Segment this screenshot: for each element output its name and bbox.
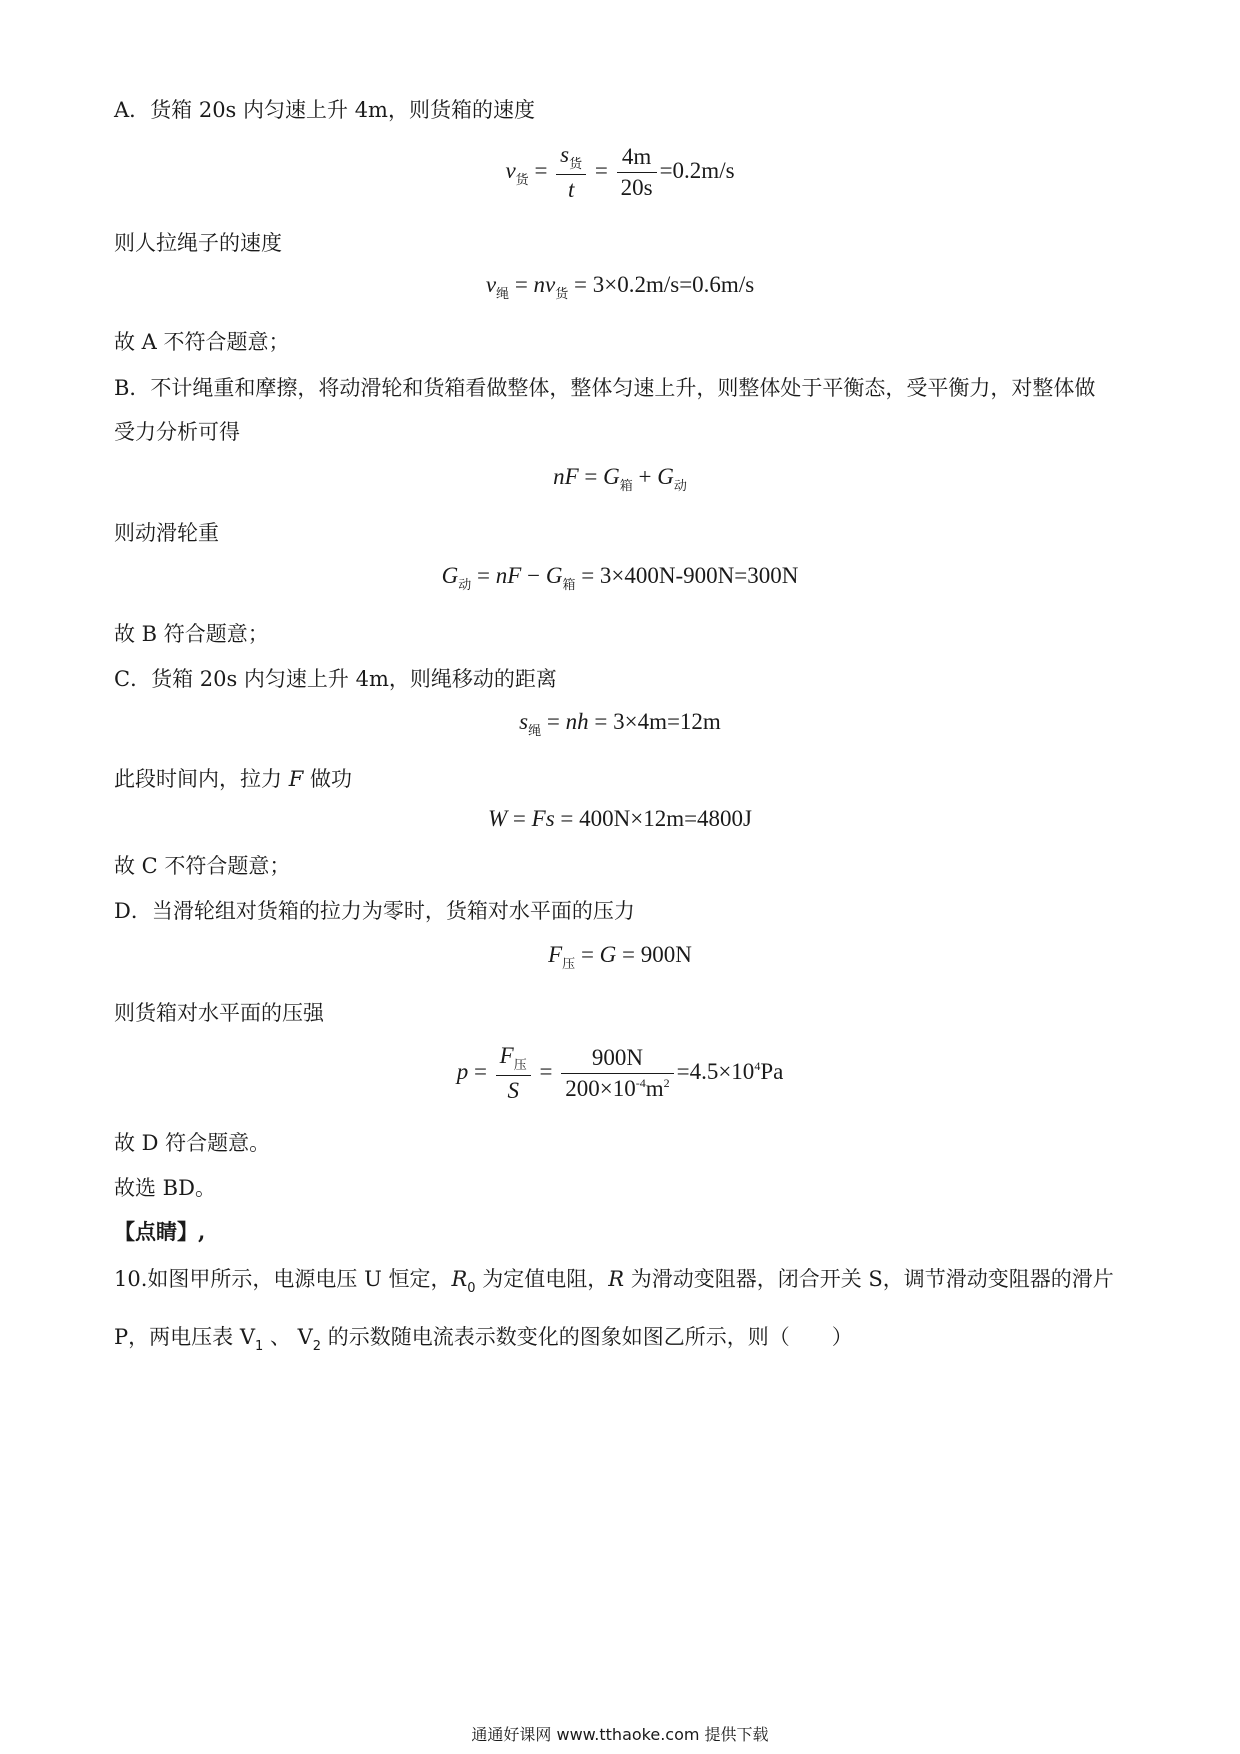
eq-result: Pa: [760, 1058, 784, 1084]
eq-sub: 货: [555, 287, 569, 302]
eq-op: =: [575, 942, 600, 967]
eq-result: = 3×400N-900N=300N: [575, 563, 799, 588]
final-answer: 故选 BD。: [114, 1176, 216, 1200]
text: 200×10: [565, 1076, 636, 1101]
eq-op: =: [468, 1058, 493, 1084]
commentary-heading: 【点睛】,: [114, 1219, 206, 1244]
text: 为滑动变阻器，闭合开关 S，调节滑动变阻器的滑片: [624, 1267, 1114, 1291]
equation-pressure-force: [0, 942, 1240, 972]
option-a-conclusion: 故 A 不符合题意；: [114, 330, 290, 354]
eq-var: R: [451, 1267, 468, 1291]
eq-var: S: [496, 1075, 531, 1104]
text: 的示数随电流表示数变化的图象如图乙所示，则（ ）: [321, 1325, 853, 1349]
equation-pulley-weight: [0, 563, 1240, 593]
eq-var: v: [505, 157, 516, 183]
eq-sub: 压: [562, 957, 576, 972]
eq-var: nF: [553, 464, 579, 489]
fraction-denominator: [561, 1073, 673, 1102]
eq-var: V: [297, 1325, 313, 1349]
page-footer: 通通好课网 www.tthaoke.com 提供下载: [471, 1725, 769, 1744]
eq-var: W: [487, 806, 508, 831]
eq-sup: 2: [663, 1076, 670, 1090]
eq-var: R: [608, 1267, 625, 1291]
eq-var: G: [603, 464, 620, 489]
text: m: [645, 1076, 664, 1101]
eq-var: G: [545, 563, 563, 588]
text: 10.如图甲所示，电源电压 U 恒定，: [114, 1267, 452, 1291]
equation-force-balance: [0, 464, 1240, 494]
option-d-intro: D．当滑轮组对货箱的拉力为零时，货箱对水平面的压力: [114, 899, 635, 923]
equation-cargo-speed: [0, 142, 1240, 203]
fraction-numerator: 900N: [591, 1045, 643, 1070]
fraction: [556, 142, 586, 203]
eq-sub: 箱: [562, 578, 576, 593]
eq-op: =: [589, 157, 614, 183]
option-c-work-text: [114, 763, 352, 793]
equation-rope-speed: [0, 272, 1240, 302]
option-d-conclusion: 故 D 符合题意。: [114, 1131, 271, 1155]
text: 为定值电阻，: [475, 1267, 609, 1291]
fraction-numerator: 4m: [621, 144, 652, 169]
eq-op: =: [471, 563, 496, 588]
eq-result: = 400N×12m=4800J: [554, 806, 753, 831]
eq-op: =: [541, 709, 566, 734]
eq-sup: 4: [754, 1058, 761, 1073]
eq-op: =: [509, 272, 534, 297]
eq-var: F: [288, 767, 304, 791]
eq-op: =: [533, 1058, 559, 1084]
option-c-intro: C．货箱 20s 内匀速上升 4m，则绳移动的距离: [114, 667, 557, 691]
eq-var: F: [499, 1043, 514, 1068]
eq-op: =: [507, 806, 532, 831]
question-10-line1: [114, 1263, 1114, 1296]
eq-var: G: [599, 942, 617, 967]
eq-op: =: [578, 464, 604, 489]
eq-var: Fs: [531, 806, 555, 831]
eq-op: −: [521, 563, 546, 588]
eq-sub: 2: [312, 1339, 322, 1354]
text: P，两电压表: [114, 1325, 240, 1349]
eq-var: v: [485, 272, 497, 297]
question-10-line2: [114, 1321, 853, 1354]
equation-rope-distance: [0, 709, 1240, 739]
option-b-intro-line1: B．不计绳重和摩擦，将动滑轮和货箱看做整体，整体匀速上升，则整体处于平衡态，受平衡力，对整体做: [114, 376, 1096, 400]
eq-var: nF: [495, 563, 522, 588]
eq-var: t: [556, 174, 586, 203]
equation-work: [0, 806, 1240, 832]
eq-sub: 0: [467, 1281, 476, 1296]
eq-var: G: [441, 563, 459, 588]
eq-var: nh: [565, 709, 589, 734]
text: 、: [263, 1325, 298, 1349]
fraction: [496, 1043, 531, 1104]
option-c-conclusion: 故 C 不符合题意；: [114, 854, 291, 878]
eq-sub: 压: [513, 1058, 527, 1073]
eq-sub: 绳: [496, 287, 510, 302]
eq-var: s: [560, 142, 570, 167]
text: 此段时间内，拉力: [114, 767, 289, 791]
eq-var: s: [519, 709, 529, 734]
eq-var: F: [548, 942, 563, 967]
eq-result: = 3×4m=12m: [588, 709, 721, 734]
eq-var: V: [239, 1325, 255, 1349]
eq-result: =4.5×10: [676, 1058, 755, 1084]
equation-pressure: [0, 1043, 1240, 1104]
option-b-pulley-weight-text: 则动滑轮重: [114, 521, 219, 545]
option-b-intro-line2: 受力分析可得: [114, 420, 240, 444]
eq-sub: 绳: [528, 724, 542, 739]
eq-sub: 货: [515, 172, 529, 188]
eq-var: p: [456, 1058, 469, 1084]
eq-var: G: [657, 464, 674, 489]
eq-op: +: [632, 464, 658, 489]
eq-op: =: [528, 157, 554, 183]
eq-sub: 货: [569, 157, 583, 172]
option-b-conclusion: 故 B 符合题意；: [114, 622, 269, 646]
eq-result: =0.2m/s: [659, 157, 735, 183]
eq-var: nv: [533, 272, 556, 297]
fraction: [561, 1045, 673, 1102]
eq-sup: -4: [635, 1076, 646, 1090]
text: 做功: [303, 767, 352, 791]
eq-sub: 动: [673, 479, 687, 494]
option-a-rope-speed-text: 则人拉绳子的速度: [114, 231, 282, 255]
eq-result: = 900N: [616, 942, 692, 967]
eq-result: = 3×0.2m/s=0.6m/s: [568, 272, 755, 297]
eq-sub: 箱: [619, 479, 633, 494]
option-a-intro: A．货箱 20s 内匀速上升 4m，则货箱的速度: [114, 98, 535, 122]
fraction: [617, 144, 657, 201]
fraction-denominator: 20s: [617, 172, 657, 201]
eq-sub: 1: [254, 1339, 264, 1354]
option-d-pressure-text: 则货箱对水平面的压强: [114, 1001, 324, 1025]
eq-sub: 动: [458, 578, 472, 593]
